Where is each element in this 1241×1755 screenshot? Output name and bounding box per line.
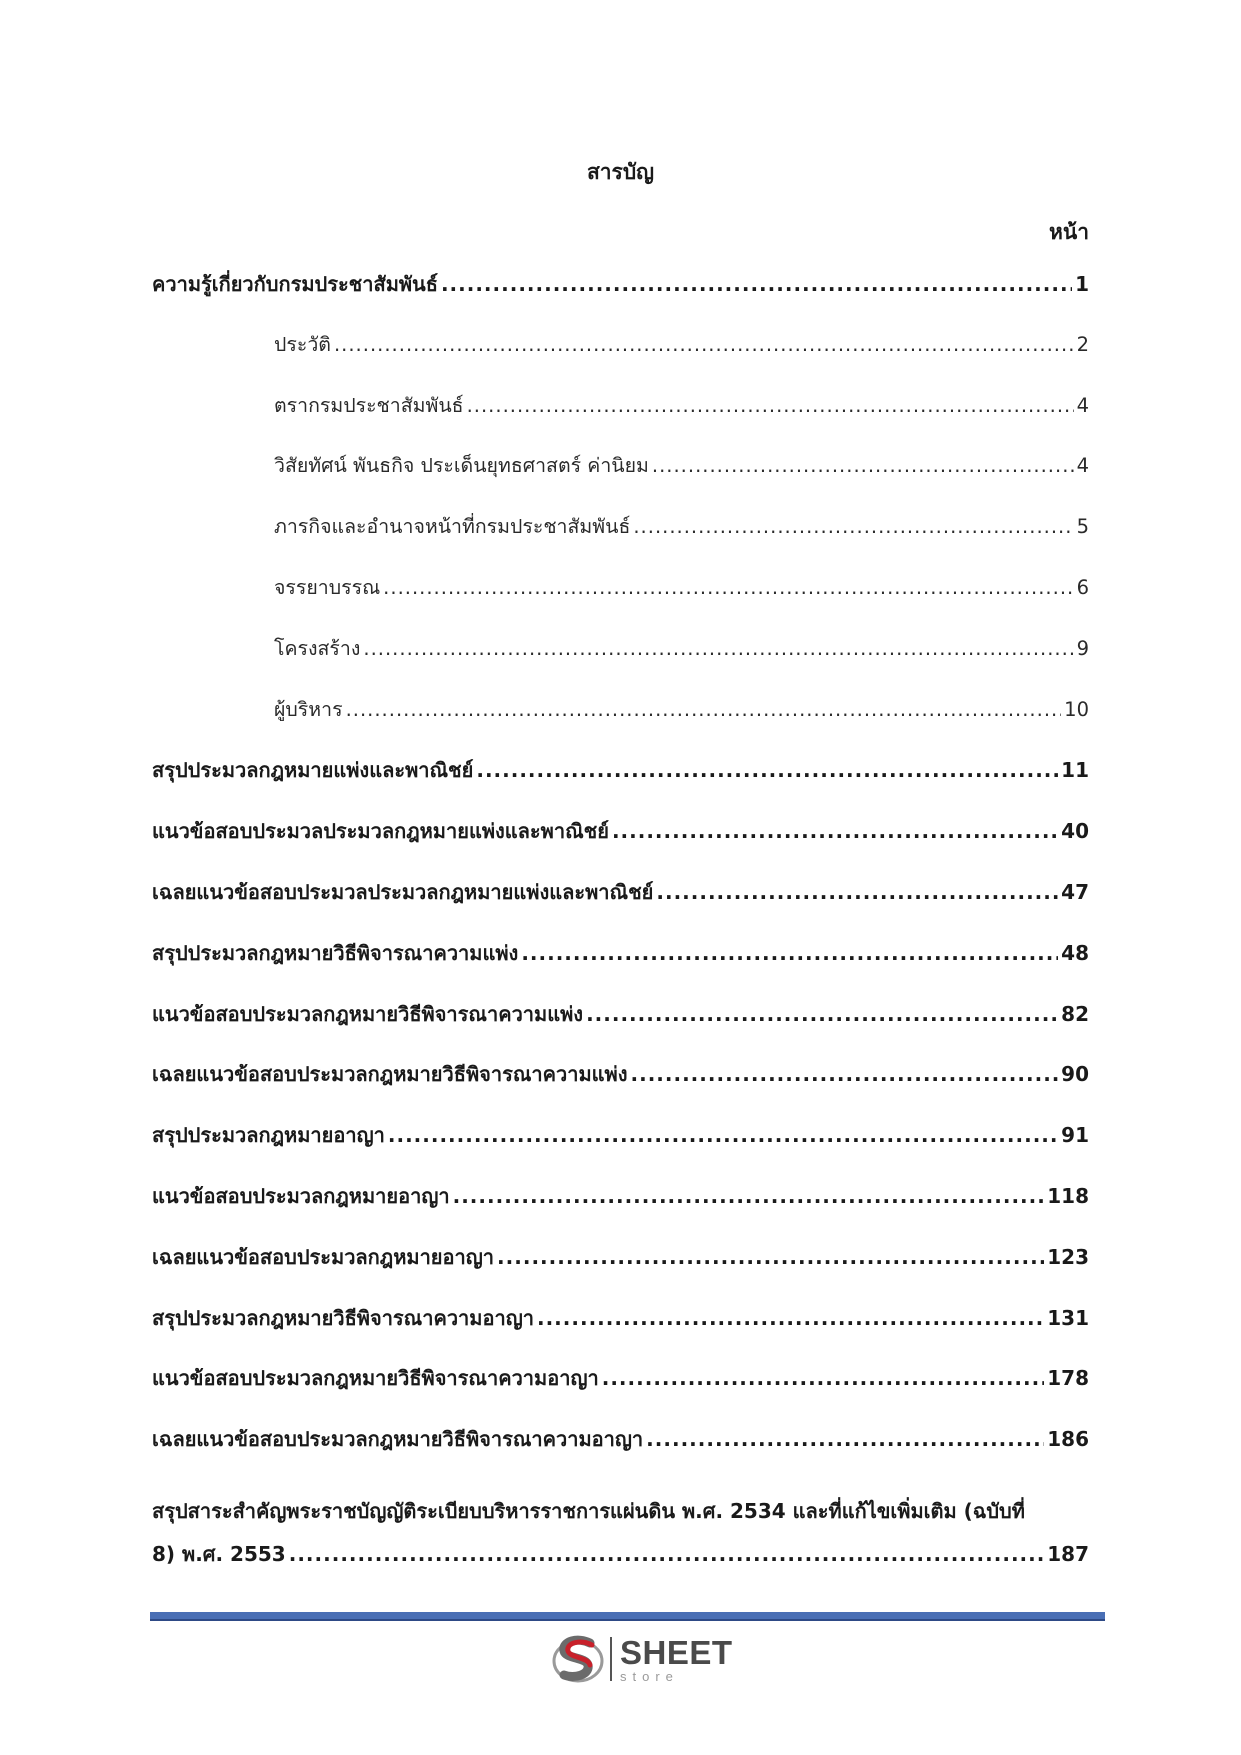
toc-entry-label: แนวข้อสอบประมวลประมวลกฎหมายแพ่งและพาณิชย์	[152, 819, 609, 844]
toc-entry-page: 4	[1076, 454, 1089, 478]
toc-subentry	[152, 390, 1089, 451]
dot-leader	[467, 394, 1074, 417]
page-column-header: หน้า	[1049, 220, 1089, 244]
dot-leader	[652, 454, 1074, 477]
dot-leader	[602, 1366, 1045, 1390]
table-of-contents	[152, 268, 1089, 1576]
toc-entry-page: 123	[1047, 1244, 1089, 1269]
toc-entry	[152, 998, 1089, 1059]
toc-entry-label-line2: 8) พ.ศ. 2553	[152, 1541, 286, 1566]
toc-entry-label: วิสัยทัศน์ พันธกิจ ประเด็นยุทธศาสตร์ ค่านิยม	[274, 454, 649, 478]
toc-entry	[152, 1119, 1089, 1180]
logo-subtitle: store	[620, 1668, 679, 1684]
toc-entry	[152, 815, 1089, 876]
toc-entry-page: 6	[1076, 575, 1089, 599]
toc-entry	[152, 1302, 1089, 1363]
dot-leader	[441, 272, 1072, 296]
dot-leader	[586, 1002, 1058, 1026]
dot-leader	[346, 698, 1062, 721]
toc-entry	[152, 1423, 1089, 1484]
toc-entry-label: จรรยาบรรณ	[274, 575, 381, 599]
dot-leader	[612, 819, 1058, 843]
toc-entry-page: 187	[1047, 1541, 1089, 1566]
dot-leader	[363, 637, 1073, 660]
dot-leader	[334, 333, 1074, 356]
dot-leader	[383, 576, 1073, 599]
toc-entry	[152, 1362, 1089, 1423]
toc-entry-label: เฉลยแนวข้อสอบประมวลประมวลกฎหมายแพ่งและพาณิชย์	[152, 879, 654, 904]
dot-leader	[646, 1427, 1044, 1451]
toc-entry-page: 118	[1047, 1183, 1089, 1208]
dot-leader	[453, 1184, 1045, 1208]
toc-entry-page: 5	[1076, 515, 1089, 539]
dot-leader	[388, 1123, 1058, 1147]
toc-entry-page: 11	[1061, 758, 1089, 783]
footer-rule	[150, 1612, 1105, 1621]
toc-entry-page: 82	[1061, 1001, 1089, 1026]
toc-subentry	[152, 511, 1089, 572]
dot-leader	[497, 1245, 1044, 1269]
logo-name: SHEET	[620, 1633, 733, 1671]
toc-entry-multiline	[152, 1490, 1089, 1576]
toc-entry-page: 9	[1076, 636, 1089, 660]
toc-entry-label: ความรู้เกี่ยวกับกรมประชาสัมพันธ์	[152, 272, 438, 296]
toc-entry-label: แนวข้อสอบประมวลกฎหมายอาญา	[152, 1183, 450, 1208]
toc-entry-page: 91	[1061, 1123, 1089, 1148]
toc-entry-label: เฉลยแนวข้อสอบประมวลกฎหมายอาญา	[152, 1244, 495, 1269]
toc-entry	[152, 937, 1089, 998]
toc-entry-page: 131	[1047, 1305, 1089, 1330]
toc-entries	[152, 268, 1089, 1484]
logo-text	[620, 1633, 733, 1684]
toc-title: สารบัญ	[586, 160, 655, 184]
toc-entry-label: สรุปประมวลกฎหมายวิธีพิจารณาความอาญา	[152, 1305, 534, 1330]
toc-entry-label: แนวข้อสอบประมวลกฎหมายวิธีพิจารณาความแพ่ง	[152, 1001, 584, 1026]
toc-entry-label: ประวัติ	[274, 332, 331, 356]
toc-subentry	[152, 694, 1089, 755]
sheet-store-logo	[552, 1633, 733, 1685]
toc-entry-label: แนวข้อสอบประมวลกฎหมายวิธีพิจารณาความอาญา	[152, 1366, 599, 1391]
toc-entry-page: 4	[1076, 393, 1089, 417]
toc-entry-page: 47	[1061, 879, 1089, 904]
dot-leader	[476, 758, 1058, 782]
toc-entry-label: เฉลยแนวข้อสอบประมวลกฎหมายวิธีพิจารณาความอาญา	[152, 1427, 644, 1452]
dot-leader	[631, 1062, 1059, 1086]
sheet-store-logo-icon	[552, 1633, 604, 1685]
toc-subentry	[152, 572, 1089, 633]
toc-subentry	[152, 633, 1089, 694]
toc-entry	[152, 268, 1089, 329]
dot-leader	[289, 1533, 1045, 1576]
toc-entry-page: 178	[1047, 1366, 1089, 1391]
logo-divider	[610, 1637, 612, 1681]
toc-entry	[152, 876, 1089, 937]
toc-entry-page: 186	[1047, 1427, 1089, 1452]
toc-entry-page: 1	[1075, 272, 1089, 296]
toc-subentry	[152, 450, 1089, 511]
dot-leader	[537, 1306, 1044, 1330]
toc-entry-page: 40	[1061, 819, 1089, 844]
toc-entry-page: 2	[1076, 332, 1089, 356]
toc-entry-page: 10	[1064, 697, 1089, 721]
dot-leader	[656, 880, 1058, 904]
toc-entry	[152, 754, 1089, 815]
toc-entry	[152, 1241, 1089, 1302]
toc-entry-page: 48	[1061, 940, 1089, 965]
toc-entry-label: โครงสร้าง	[274, 636, 361, 660]
toc-entry	[152, 1180, 1089, 1241]
dot-leader	[521, 941, 1058, 965]
toc-entry-label: เฉลยแนวข้อสอบประมวลกฎหมายวิธีพิจารณาความแพ่ง	[152, 1062, 628, 1087]
toc-entry-label: ภารกิจและอำนาจหน้าที่กรมประชาสัมพันธ์	[274, 515, 631, 539]
toc-entry-label: ผู้บริหาร	[274, 697, 343, 721]
toc-entry-label: ตรากรมประชาสัมพันธ์	[274, 393, 464, 417]
toc-entry-label-line1: สรุปสาระสำคัญพระราชบัญญัติระเบียบบริหารราชการแผ่นดิน พ.ศ. 2534 และที่แก้ไขเพิ่มเติม (ฉบับที่	[152, 1498, 1025, 1523]
toc-subentry	[152, 329, 1089, 390]
dot-leader	[633, 515, 1073, 538]
toc-entry-label: สรุปประมวลกฎหมายอาญา	[152, 1123, 385, 1148]
toc-entry-page: 90	[1061, 1062, 1089, 1087]
toc-entry-line2	[152, 1533, 1089, 1576]
toc-entry	[152, 1058, 1089, 1119]
toc-entry-label: สรุปประมวลกฎหมายวิธีพิจารณาความแพ่ง	[152, 940, 519, 965]
toc-entry-label: สรุปประมวลกฎหมายแพ่งและพาณิชย์	[152, 758, 474, 783]
